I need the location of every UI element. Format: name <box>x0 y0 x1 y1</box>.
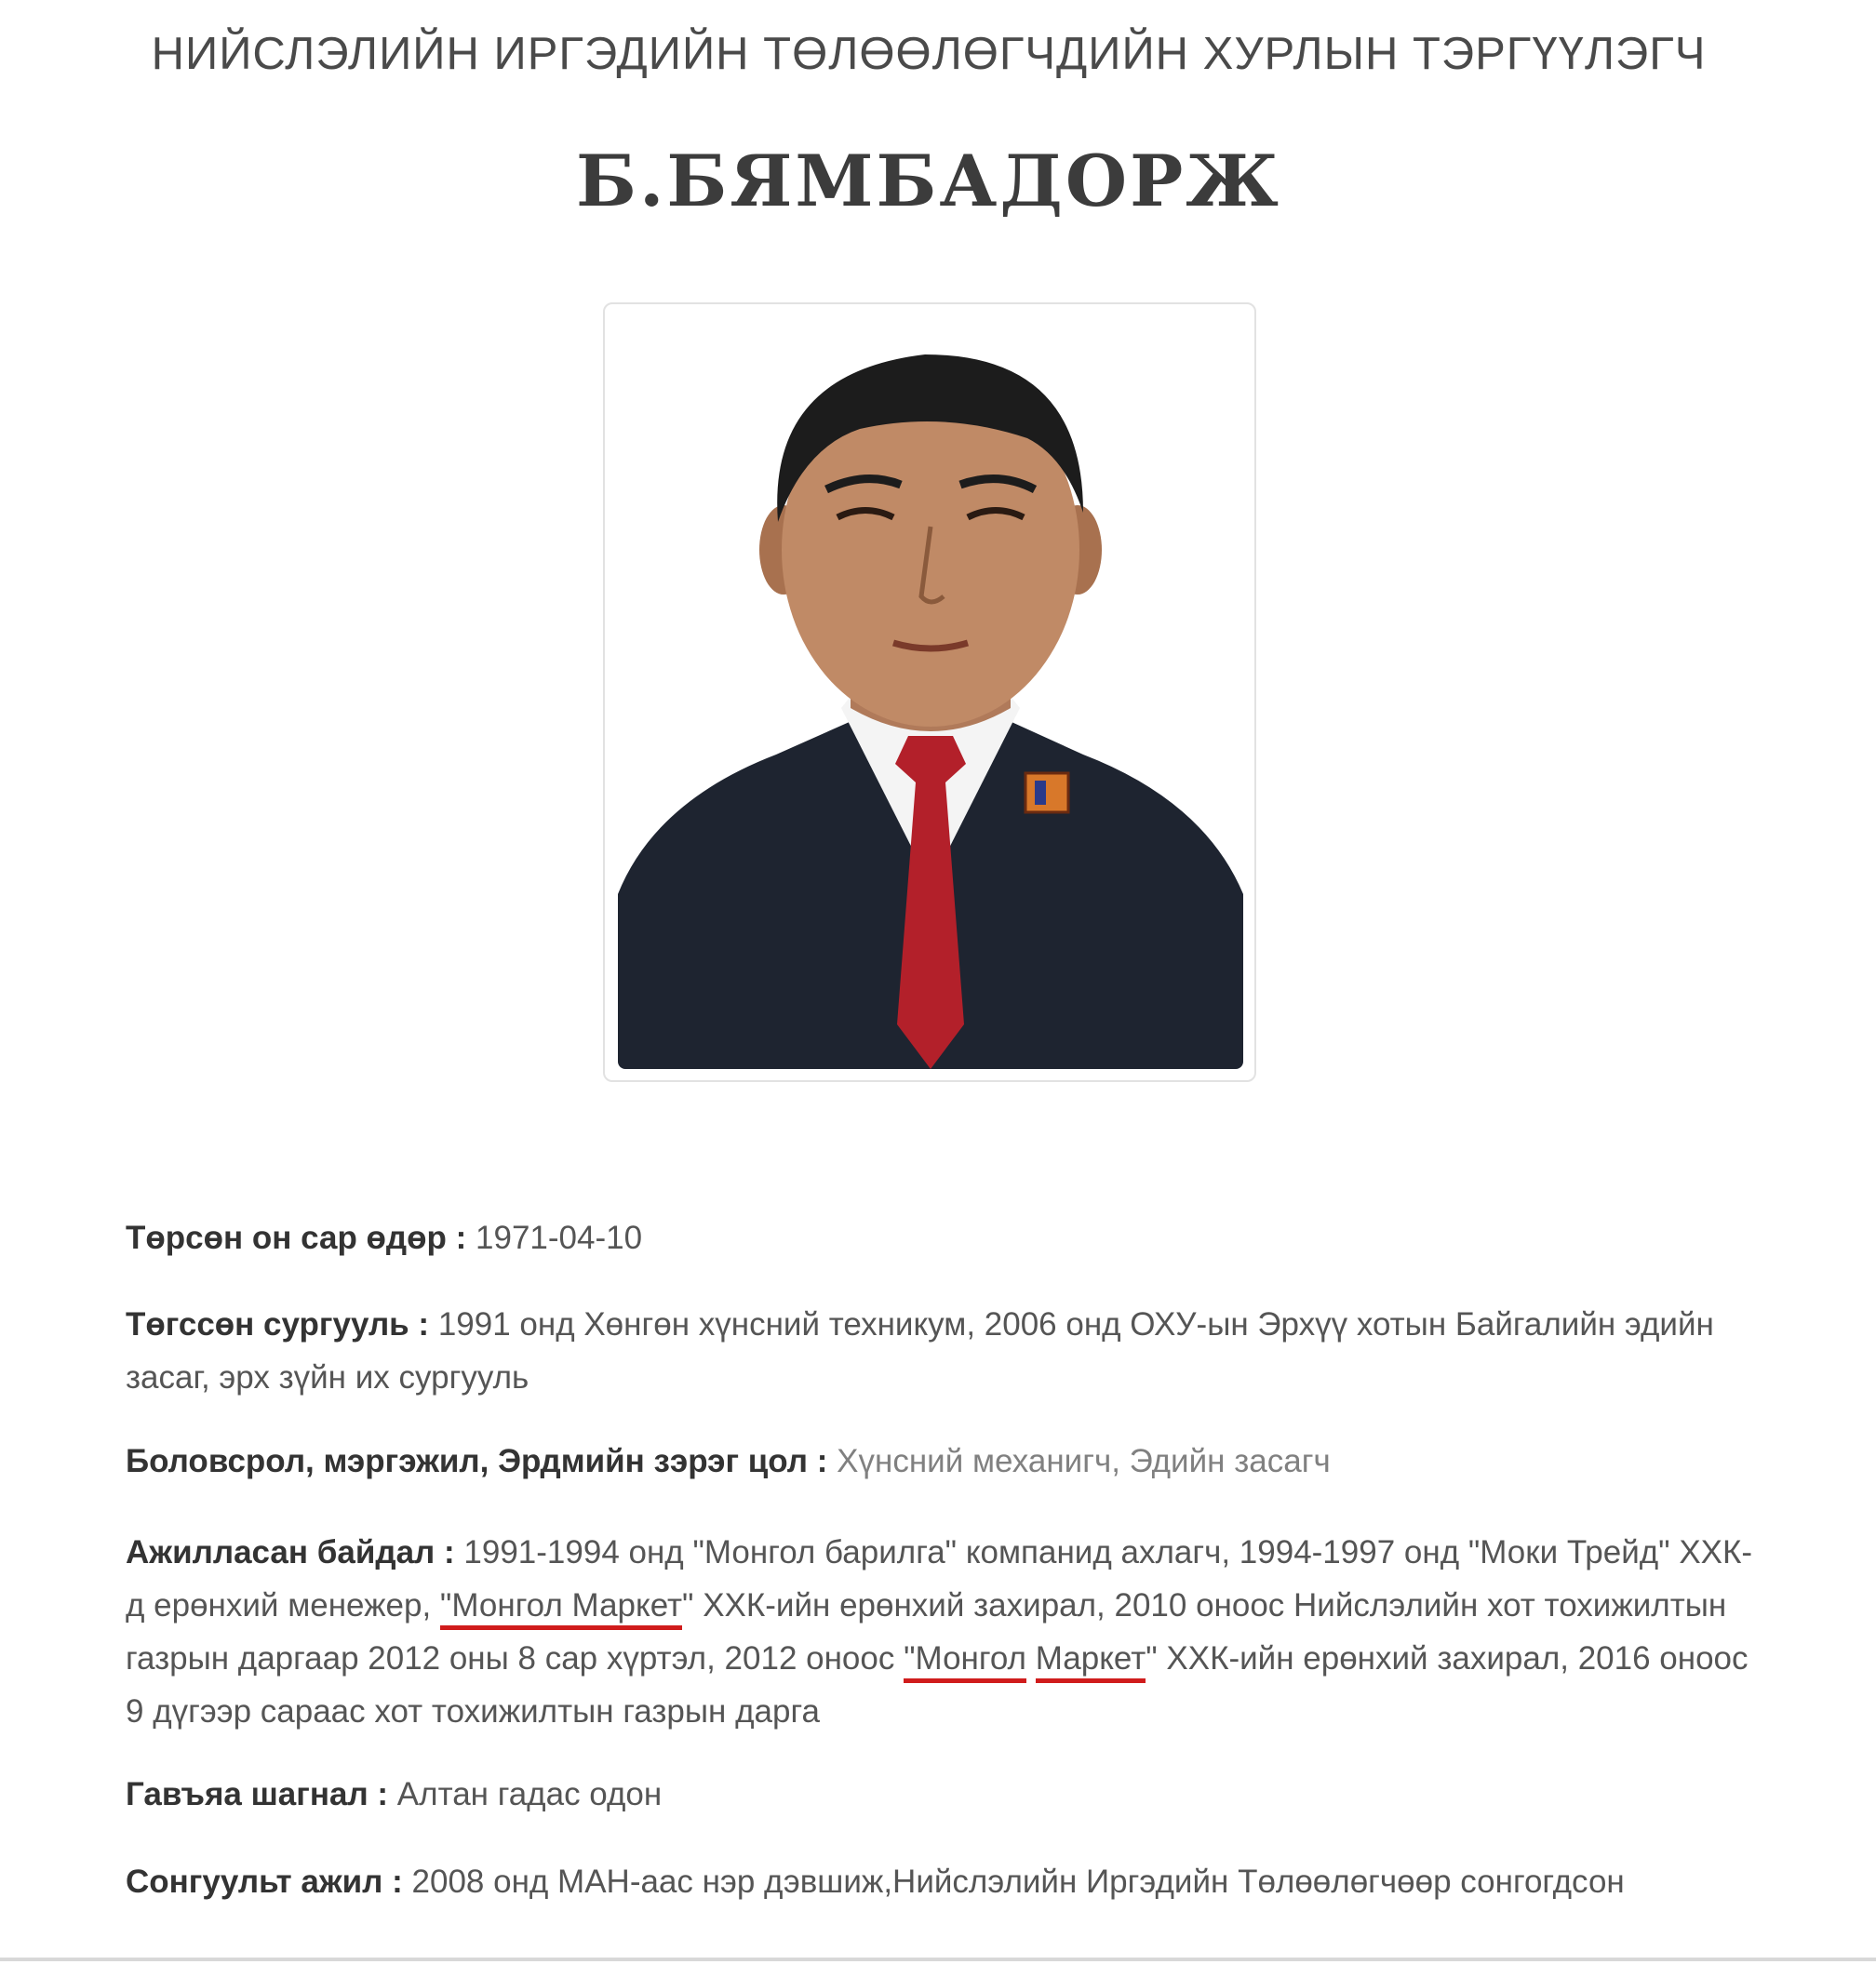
portrait-frame <box>603 302 1256 1082</box>
education-value: Хүнсний механигч, Эдийн засагч <box>837 1443 1331 1479</box>
highlight-mongol-market-2a: "Монгол <box>904 1640 1026 1683</box>
election-row <box>126 1855 1625 1908</box>
school-value: 1991 онд Хөнгөн хүнсний техникум, 2006 онд ОХУ-ын Эрхүү хотын Байгалийн эдийн засаг, эрх зүйн их сургууль <box>126 1306 1714 1396</box>
position-title: НИЙСЛЭЛИЙН ИРГЭДИЙН ТӨЛӨӨЛӨГЧДИЙН ХУРЛЫН ТЭРГҮҮЛЭГЧ <box>151 29 1707 79</box>
work-text-1: 1991-1994 онд "Монгол барилга" компанид ахлагч, 1994-1997 онд "Моки Трейд" ХХК-д ерөнхий менежер, <box>126 1534 1753 1624</box>
highlight-mongol-market-2b: Маркет <box>1036 1640 1146 1683</box>
award-value: Алтан гадас одон <box>396 1776 663 1812</box>
election-label: Сонгуульт ажил : <box>126 1864 403 1900</box>
school-row <box>126 1298 1763 1404</box>
school-label: Төгссөн сургууль : <box>126 1306 430 1343</box>
highlight-mongol-market-1: "Монгол Маркет <box>440 1587 682 1630</box>
education-label: Боловсрол, мэргэжил, Эрдмийн зэрэг цол : <box>126 1443 828 1479</box>
work-text-3: " ХХК-ийн ерөнхий захирал, 2016 оноос 9 дүгээр сараас хот тохижилтын газрын дарга <box>126 1640 1749 1730</box>
award-label: Гавъяа шагнал : <box>126 1776 389 1812</box>
birth-label: Төрсөн он сар өдөр : <box>126 1220 467 1256</box>
person-name: Б.БЯМБАДОРЖ <box>576 140 1281 222</box>
work-text-2: " ХХК-ийн ерөнхий захирал, 2010 оноос Нийслэлийн хот тохижилтын газрын даргаар 2012 оны 8 сар хүртэл, 2012 оноос <box>126 1587 1727 1677</box>
birth-value: 1971-04-10 <box>476 1220 643 1256</box>
portrait-photo-icon <box>618 317 1243 1069</box>
bottom-divider <box>0 1958 1876 1961</box>
work-label: Ажилласан байдал : <box>126 1534 455 1570</box>
birth-row <box>126 1211 642 1264</box>
work-row <box>126 1526 1763 1738</box>
award-row <box>126 1768 662 1821</box>
election-value: 2008 онд МАН-аас нэр дэвшиж,Нийслэлийн Иргэдийн Төлөөлөгчөөр сонгогдсон <box>411 1864 1625 1900</box>
work-space <box>1026 1640 1036 1677</box>
education-row <box>126 1435 1331 1488</box>
